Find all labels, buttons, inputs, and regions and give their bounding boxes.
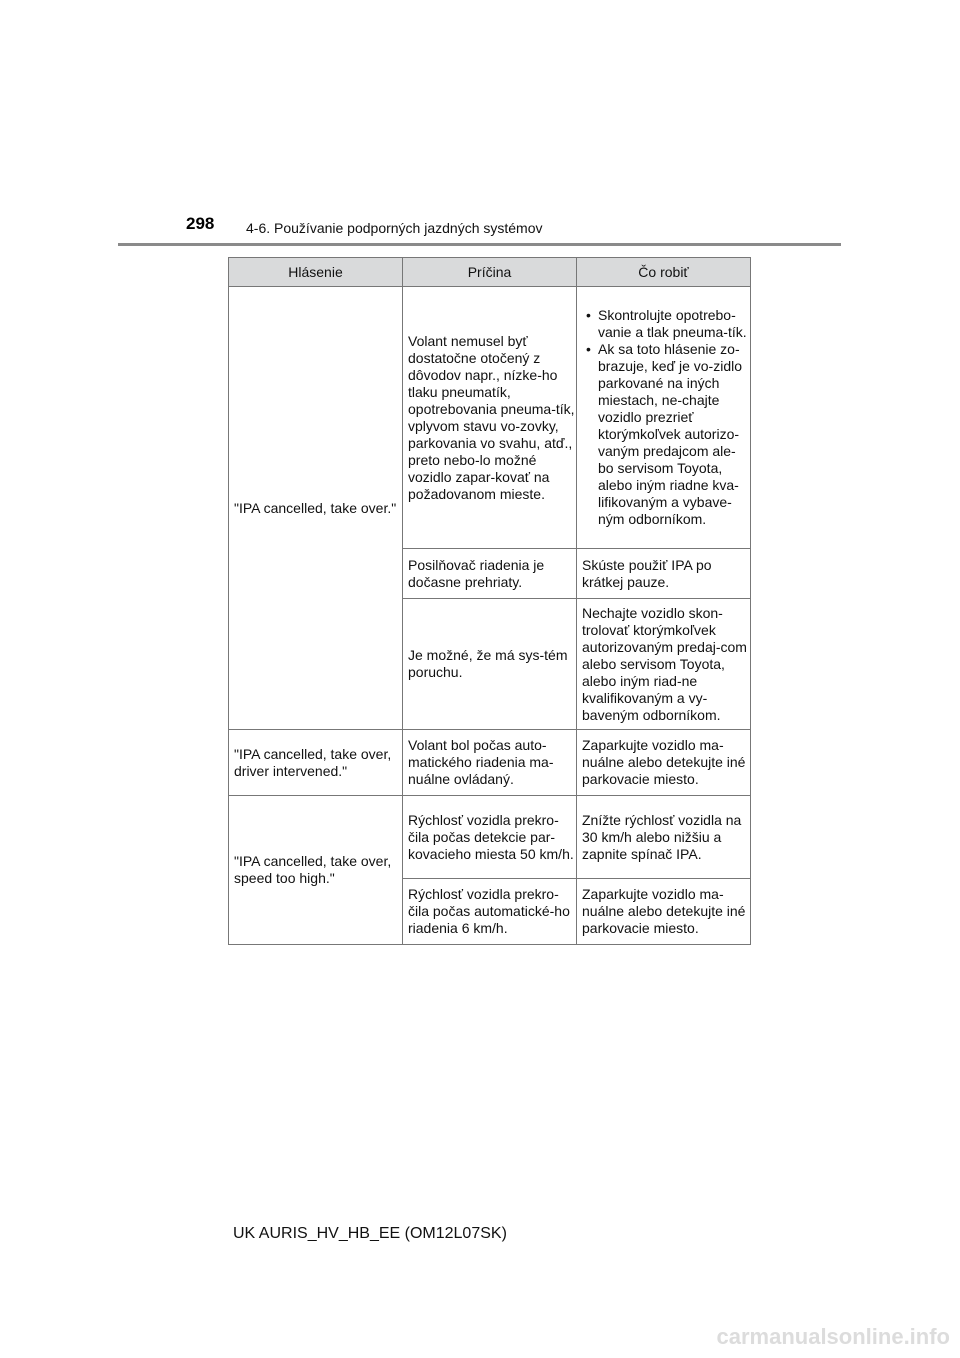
message-cell: "IPA cancelled, take over, driver intervened." xyxy=(229,730,403,796)
messages-table xyxy=(228,257,751,945)
table-header-row xyxy=(229,258,751,287)
page-number: 298 xyxy=(186,214,215,233)
action-cell xyxy=(577,287,751,549)
column-header-action: Čo robiť xyxy=(577,258,751,287)
cause-cell: Posilňovač riadenia je dočasne prehriaty. xyxy=(403,549,577,599)
action-cell: Zaparkujte vozidlo ma-nuálne alebo detekujte iné parkovacie miesto. xyxy=(577,879,751,945)
cause-cell: Rýchlosť vozidla prekro-čila počas detekcie par-kovacieho miesta 50 km/h. xyxy=(403,796,577,879)
document-code: UK AURIS_HV_HB_EE (OM12L07SK) xyxy=(233,1225,507,1242)
action-bullet-list xyxy=(582,307,750,528)
cause-cell: Volant bol počas auto-matického riadenia ma-nuálne ovládaný. xyxy=(403,730,577,796)
action-cell: Nechajte vozidlo skon-trolovať ktorýmkoľvek autorizovaným predaj-com alebo servisom Toyota, alebo iným riad-ne kvalifikovaným a vy-baveným odborníkom. xyxy=(577,599,751,730)
column-header-message: Hlásenie xyxy=(229,258,403,287)
section-title: 4-6. Používanie podporných jazdných systémov xyxy=(246,220,543,236)
action-bullet: • Ak sa toto hlásenie zo-brazuje, keď je vo-zidlo parkované na iných miestach, ne-chajte vozidlo prezrieť ktorýmkoľvek autorizo-vaným predajcom ale-bo servisom Toyota, alebo iným riadne kva-lifikovaným a vybave-ným odborníkom. xyxy=(582,341,750,528)
action-bullet: • Skontrolujte opotrebo-vanie a tlak pneuma-tík. xyxy=(582,307,750,341)
cause-cell: Rýchlosť vozidla prekro-čila počas automatické-ho riadenia 6 km/h. xyxy=(403,879,577,945)
cause-cell: Je možné, že má sys-tém poruchu. xyxy=(403,599,577,730)
action-cell: Skúste použiť IPA po krátkej pauze. xyxy=(577,549,751,599)
table-row xyxy=(229,287,751,549)
table-row xyxy=(229,796,751,879)
message-cell: "IPA cancelled, take over, speed too high." xyxy=(229,796,403,945)
header-divider xyxy=(118,243,841,246)
watermark: carmanualsonline.info xyxy=(716,1324,950,1349)
action-cell: Znížte rýchlosť vozidla na 30 km/h alebo nižšiu a zapnite spínač IPA. xyxy=(577,796,751,879)
message-cell: "IPA cancelled, take over." xyxy=(229,287,403,730)
column-header-cause: Príčina xyxy=(403,258,577,287)
table-row xyxy=(229,730,751,796)
cause-cell: Volant nemusel byť dostatočne otočený z dôvodov napr., nízke-ho tlaku pneumatík, opotrebovania pneuma-tík, vplyvom stavu vo-zovky, parkovania vo svahu, atď., preto nebo-lo možné vozidlo zapar-kovať na požadovanom mieste. xyxy=(403,287,577,549)
action-cell: Zaparkujte vozidlo ma-nuálne alebo detekujte iné parkovacie miesto. xyxy=(577,730,751,796)
